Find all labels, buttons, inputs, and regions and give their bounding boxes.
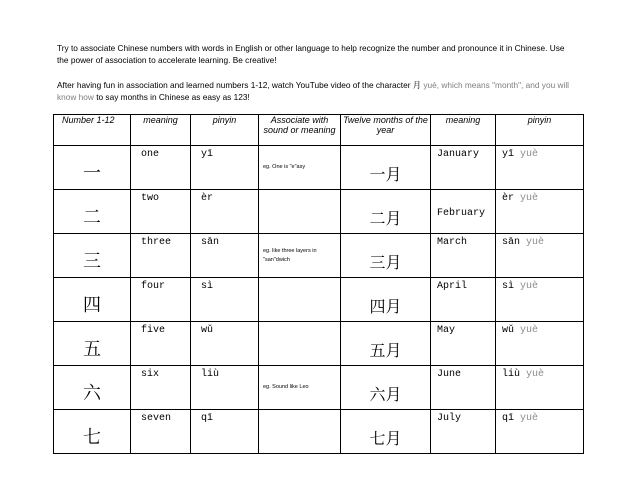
table-row <box>54 278 584 322</box>
month-character: 月 <box>412 80 422 90</box>
associate-cell[interactable] <box>259 322 341 366</box>
header-meaning: meaning <box>131 115 191 146</box>
intro-text <box>57 42 577 116</box>
associate-cell[interactable] <box>259 190 341 234</box>
pinyin-cell: sān <box>191 234 259 278</box>
month-meaning-cell: June <box>431 366 496 410</box>
associate-cell[interactable] <box>259 278 341 322</box>
associate-cell[interactable]: eg. Sound like Leo <box>259 366 341 410</box>
month-cell: 三月 <box>341 234 431 278</box>
table-row <box>54 410 584 454</box>
month-cell: 七月 <box>341 410 431 454</box>
month-cell: 五月 <box>341 322 431 366</box>
header-meaning-2: meaning <box>431 115 496 146</box>
table-row <box>54 322 584 366</box>
month-pinyin-cell: sān yuè <box>496 234 584 278</box>
header-pinyin: pinyin <box>191 115 259 146</box>
pinyin-cell: qī <box>191 410 259 454</box>
number-cell: 七 <box>54 410 131 454</box>
meaning-cell: six <box>131 366 191 410</box>
month-pinyin-cell: èr yuè <box>496 190 584 234</box>
month-meaning-cell: February <box>431 190 496 234</box>
month-pinyin-cell: wǔ yuè <box>496 322 584 366</box>
month-pinyin-cell: sì yuè <box>496 278 584 322</box>
meaning-cell: four <box>131 278 191 322</box>
number-cell: 六 <box>54 366 131 410</box>
intro-paragraph-1: Try to associate Chinese numbers with words in English or other language to help recognize the number and pronounce it in Chinese. Use the power of association to accelerate learning. Be creative! <box>57 43 565 65</box>
number-cell: 二 <box>54 190 131 234</box>
table-row <box>54 190 584 234</box>
meaning-cell: five <box>131 322 191 366</box>
meaning-cell: three <box>131 234 191 278</box>
pinyin-cell: èr <box>191 190 259 234</box>
number-cell: 三 <box>54 234 131 278</box>
month-pinyin-cell: yī yuè <box>496 146 584 190</box>
youtube-link-text[interactable]: yuè, which means "month", and you will know how <box>57 80 570 102</box>
intro-paragraph-2: After having fun in association and learned numbers 1-12, watch YouTube video of the character 月 yuè, which means "month", and you will know how to say months in Chinese as easy as 123! <box>57 80 570 102</box>
header-pinyin-2: pinyin <box>496 115 584 146</box>
month-pinyin-cell: qī yuè <box>496 410 584 454</box>
month-cell: 一月 <box>341 146 431 190</box>
table-row <box>54 366 584 410</box>
meaning-cell: seven <box>131 410 191 454</box>
month-meaning-cell: March <box>431 234 496 278</box>
associate-cell[interactable]: eg. One is "e"asy <box>259 146 341 190</box>
associate-cell[interactable]: eg. like three layers in "san"dwich <box>259 234 341 278</box>
month-meaning-cell: April <box>431 278 496 322</box>
table-row <box>54 146 584 190</box>
pinyin-cell: wǔ <box>191 322 259 366</box>
numbers-table <box>53 114 584 454</box>
associate-cell[interactable] <box>259 410 341 454</box>
meaning-cell: two <box>131 190 191 234</box>
header-number: Number 1-12 <box>54 115 131 146</box>
month-pinyin-cell: liù yuè <box>496 366 584 410</box>
header-associate: Associate with sound or meaning <box>259 115 341 146</box>
month-cell: 四月 <box>341 278 431 322</box>
meaning-cell: one <box>131 146 191 190</box>
month-meaning-cell: May <box>431 322 496 366</box>
pinyin-cell: yī <box>191 146 259 190</box>
month-meaning-cell: July <box>431 410 496 454</box>
month-cell: 二月 <box>341 190 431 234</box>
month-cell: 六月 <box>341 366 431 410</box>
table-header-row <box>54 115 584 146</box>
number-cell: 四 <box>54 278 131 322</box>
pinyin-cell: sì <box>191 278 259 322</box>
number-cell: 一 <box>54 146 131 190</box>
table-row <box>54 234 584 278</box>
number-cell: 五 <box>54 322 131 366</box>
header-months: Twelve months of the year <box>341 115 431 146</box>
month-meaning-cell: January <box>431 146 496 190</box>
pinyin-cell: liù <box>191 366 259 410</box>
